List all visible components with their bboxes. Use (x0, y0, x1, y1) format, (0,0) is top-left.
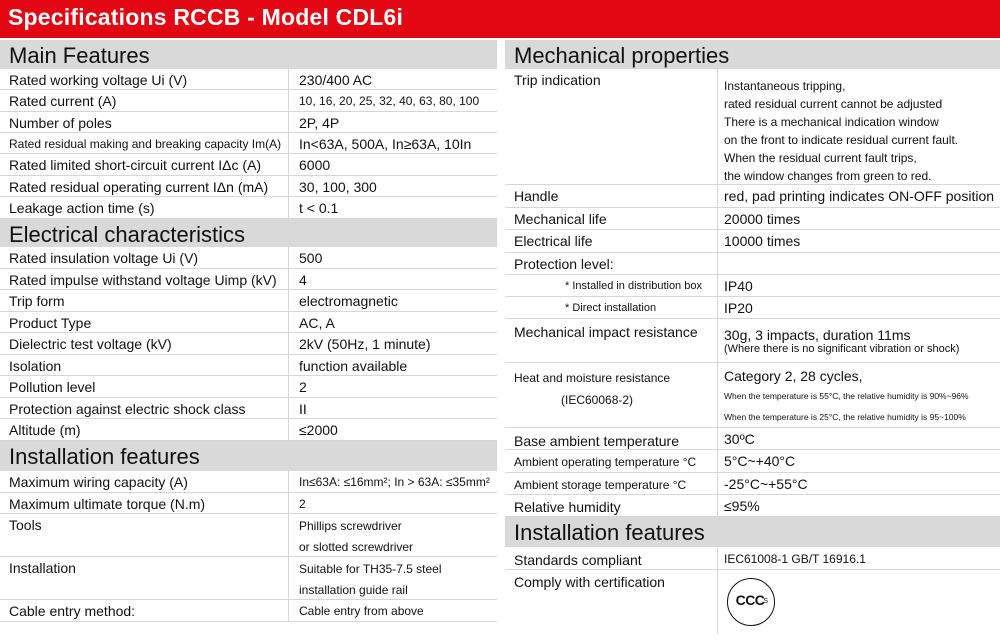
page-title: Specifications RCCB - Model CDL6i (8, 4, 404, 30)
spec-row: Rated insulation voltage Ui (V) 500 (0, 247, 497, 269)
spec-row: Comply with certification CCC S (505, 570, 1000, 634)
title-bar (0, 0, 1000, 38)
spec-row: Electrical life 10000 times (505, 230, 1000, 253)
spec-row: Number of poles 2P, 4P (0, 112, 497, 133)
spec-row: Rated residual making and breaking capacity Im(A) In<63A, 500A, In≥63A, 10In (0, 133, 497, 154)
spec-row: Rated limited short-circuit current IΔc (A) 6000 (0, 154, 497, 176)
spec-row: Rated impulse withstand voltage Uimp (kV) 4 (0, 269, 497, 290)
ccc-certification-mark-icon: CCC S (727, 578, 775, 626)
spec-row: * Direct installation IP20 (505, 297, 1000, 319)
spec-row: Altitude (m) ≤2000 (0, 419, 497, 441)
section-main-features: Main Features (0, 40, 497, 69)
spec-row: Isolation function available (0, 355, 497, 376)
spec-row: Rated residual operating current IΔn (mA) 30, 100, 300 (0, 176, 497, 197)
spec-row: Heat and moisture resistance (IEC60068-2) Category 2, 28 cycles, When the temperature is 55°C, the relative humidity is 90%~96% When the temperature is 25°C, the relative humidity is 95~100% (505, 363, 1000, 428)
spec-row: Maximum wiring capacity (A) In≤63A: ≤16mm²; In > 63A: ≤35mm² (0, 471, 497, 493)
right-column (505, 40, 1000, 634)
spec-row: Ambient storage temperature °C -25°C~+55°C (505, 473, 1000, 495)
spec-row: Rated current (A) 10, 16, 20, 25, 32, 40, 63, 80, 100 (0, 90, 497, 112)
spec-row: Dielectric test voltage (kV) 2kV (50Hz, 1 minute) (0, 333, 497, 355)
spec-row: Tools Phillips screwdriver or slotted screwdriver (0, 514, 497, 557)
spec-row: Relative humidity ≤95% (505, 495, 1000, 517)
spec-row: Ambient operating temperature °C 5°C~+40°C (505, 450, 1000, 473)
spec-row: Protection level: (505, 253, 1000, 275)
section-mechanical: Mechanical properties (505, 40, 1000, 69)
spec-row: Rated working voltage Ui (V) 230/400 AC (0, 69, 497, 90)
left-column (0, 40, 497, 622)
spec-row: Handle red, pad printing indicates ON-OFF position (505, 185, 1000, 208)
section-electrical: Electrical characteristics (0, 219, 497, 247)
spec-row: * Installed in distribution box IP40 (505, 275, 1000, 297)
spec-row-trip-indication: Trip indication Instantaneous tripping, rated residual current cannot be adjusted There is a mechanical indication window on the front to indicate residual current fault. When the residual current fault trips, the window changes from green to red. (505, 69, 1000, 185)
spec-row: Mechanical life 20000 times (505, 208, 1000, 230)
spec-row: Mechanical impact resistance 30g, 3 impacts, duration 11ms (Where there is no significant vibration or shock) (505, 319, 1000, 363)
spec-row: Installation Suitable for TH35-7.5 steel installation guide rail (0, 557, 497, 600)
spec-row: Pollution level 2 (0, 376, 497, 398)
spec-row: Leakage action time (s) t < 0.1 (0, 197, 497, 219)
spec-row: Cable entry method: Cable entry from above (0, 600, 497, 622)
spec-row: Standards compliant IEC61008-1 GB/T 16916.1 (505, 547, 1000, 570)
spec-row: Trip form electromagnetic (0, 290, 497, 312)
spec-row: Product Type AC, A (0, 312, 497, 333)
section-installation-right: Installation features (505, 517, 1000, 547)
spec-row: Maximum ultimate torque (N.m) 2 (0, 493, 497, 514)
spec-row: Protection against electric shock class II (0, 398, 497, 419)
section-installation-left: Installation features (0, 441, 497, 471)
spec-row: Base ambient temperature 30ºC (505, 428, 1000, 450)
